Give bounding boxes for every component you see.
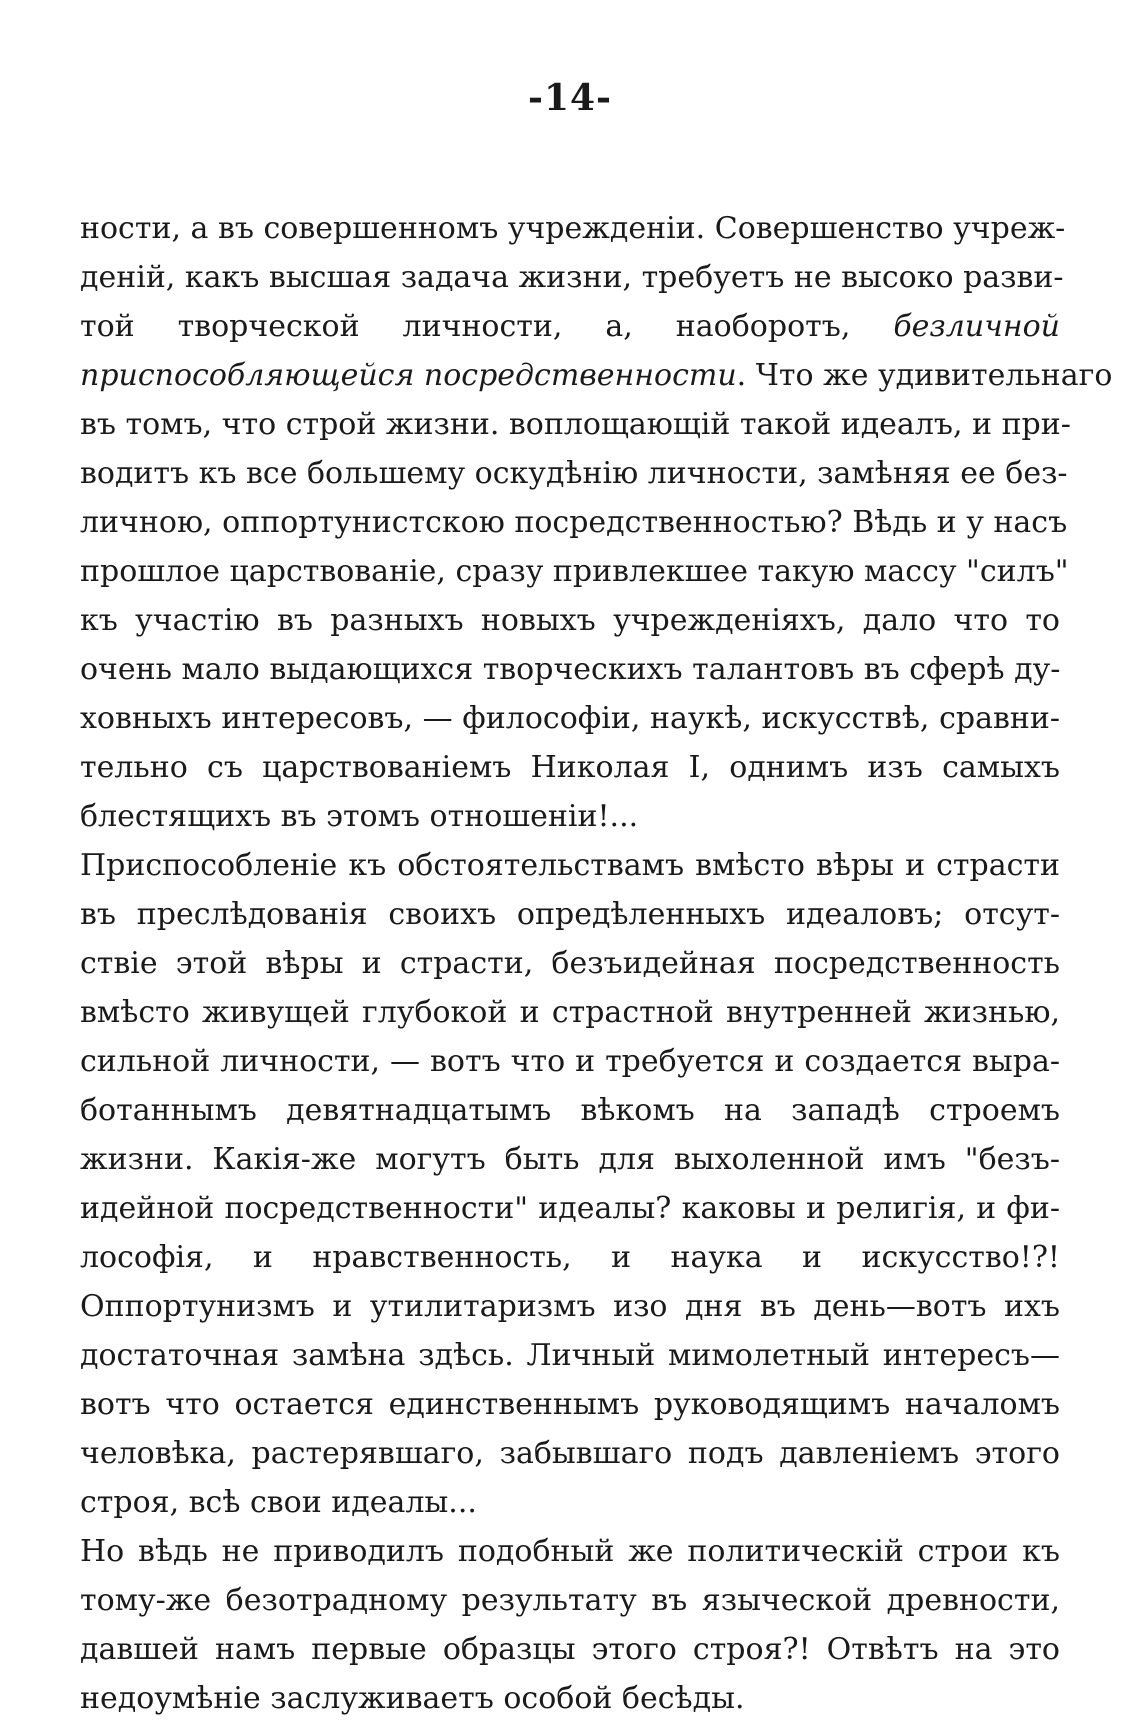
text-line: ствіе этой вѣры и страсти, безъидейная посредственность xyxy=(80,946,1060,981)
text-line: водитъ къ все большему оскудѣнію личности, замѣняя ее без- xyxy=(80,456,1068,491)
italic-text: приспособляющейся посредственности xyxy=(80,358,737,393)
text-line: давшей намъ первые образцы этого строя?! Отвѣтъ на это xyxy=(80,1632,1060,1667)
text-line: личною, оппортунистскою посредственностью? Вѣдь и у насъ xyxy=(80,505,1068,540)
text-line xyxy=(80,302,1060,351)
text-segment: той творческой личности, а, наоборотъ, xyxy=(80,309,851,344)
text-line: идейной посредственности" идеалы? каковы и религія, и фи- xyxy=(80,1191,1060,1226)
page-number: -14- xyxy=(528,77,612,119)
text-segment: . Что же удивительнаго xyxy=(736,358,1113,393)
body-text xyxy=(80,204,1113,1723)
text-line: вотъ что остается единственнымъ руководящимъ началомъ xyxy=(80,1387,1060,1422)
text-line: достаточная замѣна здѣсь. Личный мимолетный интересъ— xyxy=(80,1338,1060,1373)
text-line: Оппортунизмъ и утилитаризмъ изо дня въ день—вотъ ихъ xyxy=(80,1289,1060,1324)
text-line xyxy=(80,351,1113,400)
text-line: деній, какъ высшая задача жизни, требуетъ не высоко разви- xyxy=(80,260,1064,295)
text-line: жизни. Какія-же могутъ быть для выхоленной имъ "безъ- xyxy=(80,1142,1060,1177)
text-line: прошлое царствованіе, сразу привлекшее такую массу "силъ" xyxy=(80,554,1069,589)
text-line: ности, а въ совершенномъ учрежденіи. Совершенство учреж- xyxy=(80,211,1066,246)
text-line: Приспособленіе къ обстоятельствамъ вмѣсто вѣры и страсти xyxy=(80,848,1060,883)
text-line: человѣка, растерявшаго, забывшаго подъ давленіемъ этого xyxy=(80,1436,1060,1471)
italic-text: безличной xyxy=(893,309,1060,344)
text-line: лософія, и нравственность, и наука и искусство!?! xyxy=(80,1240,1060,1275)
text-line: строя, всѣ свои идеалы... xyxy=(80,1485,477,1520)
text-line: недоумѣніе заслуживаетъ особой бесѣды. xyxy=(80,1681,745,1716)
text-line: къ участію въ разныхъ новыхъ учрежденіяхъ, дало что то xyxy=(80,603,1060,638)
text-line: блестящихъ въ этомъ отношеніи!... xyxy=(80,799,639,834)
text-line: тому-же безотрадному результату въ языческой древности, xyxy=(80,1583,1060,1618)
text-line: въ преслѣдованія своихъ опредѣленныхъ идеаловъ; отсут- xyxy=(80,897,1060,932)
text-line: сильной личности, — вотъ что и требуется и создается выра- xyxy=(80,1044,1060,1079)
text-line: тельно съ царствованіемъ Николая I, однимъ изъ самыхъ xyxy=(80,750,1060,785)
text-line: Но вѣдь не приводилъ подобный же политическій строи къ xyxy=(80,1534,1060,1569)
text-line: ботаннымъ девятнадцатымъ вѣкомъ на западѣ строемъ xyxy=(80,1093,1060,1128)
text-line: въ томъ, что строй жизни. воплощающій такой идеалъ, и при- xyxy=(80,407,1071,442)
text-line: очень мало выдающихся творческихъ талантовъ въ сферѣ ду- xyxy=(80,652,1061,687)
text-line: вмѣсто живущей глубокой и страстной внутренней жизнью, xyxy=(80,995,1060,1030)
text-line: ховныхъ интересовъ, — философіи, наукѣ, искусствѣ, сравни- xyxy=(80,701,1060,736)
